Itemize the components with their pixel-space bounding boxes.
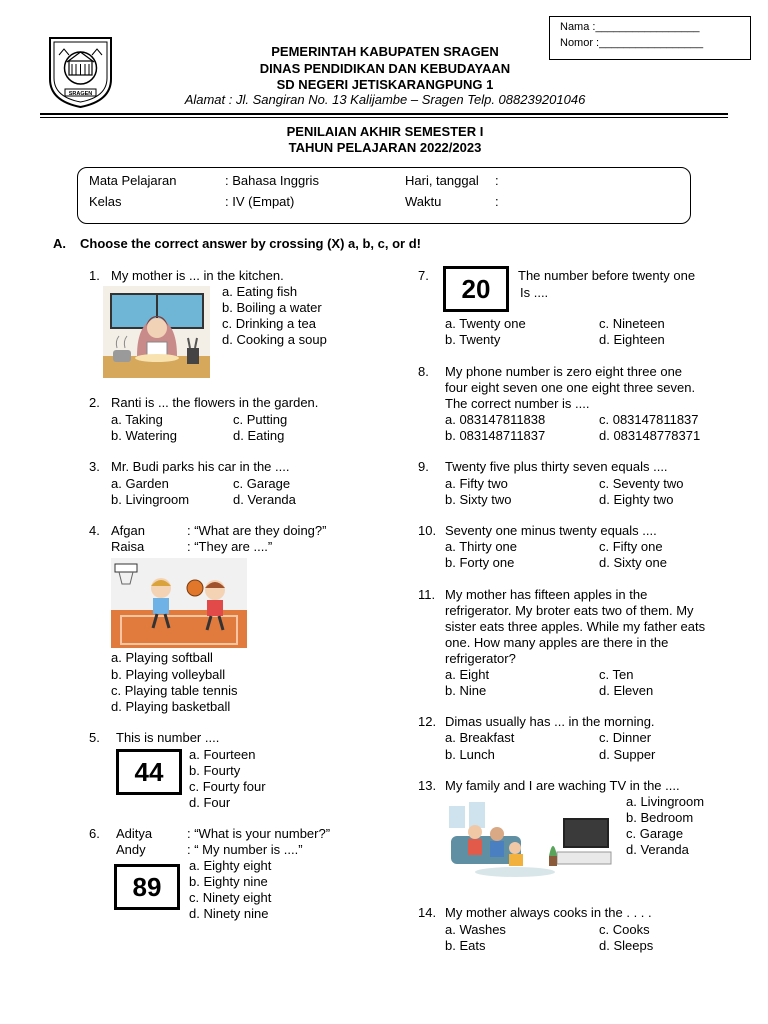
q8-text-line-2: four eight seven one one eight three seven. <box>445 380 696 395</box>
q3-option-b[interactable]: b. Livingroom <box>111 492 190 507</box>
q7-option-d[interactable]: d. Eighteen <box>599 332 665 347</box>
q6-option-d[interactable]: d. Ninety nine <box>189 906 269 921</box>
q11-number: 11. <box>418 587 436 602</box>
q7-number: 7. <box>418 268 429 283</box>
q12-number: 12. <box>418 714 437 729</box>
q1-option-d[interactable]: d. Cooking a soup <box>222 332 327 347</box>
q3-option-d[interactable]: d. Veranda <box>233 492 296 507</box>
q13-option-a[interactable]: a. Livingroom <box>626 794 705 809</box>
q5-option-b[interactable]: b. Fourty <box>189 763 241 778</box>
q4-option-a[interactable]: a. Playing softball <box>111 650 213 665</box>
q7-text-line-1: The number before twenty one <box>518 268 696 283</box>
q14-option-a[interactable]: a. Washes <box>445 922 506 937</box>
q14-option-c[interactable]: c. Cooks <box>599 922 650 937</box>
q12-option-a[interactable]: a. Breakfast <box>445 730 515 745</box>
header-line-3: SD NEGERI JETISKARANGPUNG 1 <box>276 77 494 92</box>
q14-number: 14. <box>418 905 437 920</box>
number-field[interactable]: Nomor :_________________ <box>560 37 704 49</box>
number-card-20: 20 <box>443 266 509 312</box>
q10-number: 10. <box>418 523 437 538</box>
q14-option-b[interactable]: b. Eats <box>445 938 486 953</box>
q3-text: Mr. Budi parks his car in the .... <box>111 459 290 474</box>
q9-option-a[interactable]: a. Fifty two <box>445 476 508 491</box>
q5-option-a[interactable]: a. Fourteen <box>189 747 256 762</box>
q14-option-d[interactable]: d. Sleeps <box>599 938 654 953</box>
family-watching-tv-illustration <box>445 796 613 878</box>
q12-option-c[interactable]: c. Dinner <box>599 730 652 745</box>
q13-option-d[interactable]: d. Veranda <box>626 842 689 857</box>
q11-text-line-1: My mother has fifteen apples in the <box>445 587 648 602</box>
academic-year: TAHUN PELAJARAN 2022/2023 <box>288 140 482 155</box>
q1-option-b[interactable]: b. Boiling a water <box>222 300 322 315</box>
q6-option-c[interactable]: c. Ninety eight <box>189 890 272 905</box>
q6-option-a[interactable]: a. Eighty eight <box>189 858 272 873</box>
subject-label: Mata Pelajaran <box>89 173 177 188</box>
header-divider-thin <box>40 117 728 118</box>
day-label: Hari, tanggal <box>405 173 479 188</box>
q10-option-a[interactable]: a. Thirty one <box>445 539 518 554</box>
q12-option-d[interactable]: d. Supper <box>599 747 656 762</box>
q3-option-a[interactable]: a. Garden <box>111 476 169 491</box>
q6-speaker-1: Aditya <box>116 826 153 841</box>
q13-text: My family and I are waching TV in the .... <box>445 778 680 793</box>
q7-option-c[interactable]: c. Nineteen <box>599 316 665 331</box>
day-value[interactable]: : <box>495 173 499 188</box>
q9-option-d[interactable]: d. Eighty two <box>599 492 674 507</box>
exam-title: PENILAIAN AKHIR SEMESTER I <box>286 124 484 139</box>
q8-option-a[interactable]: a. 083147811838 <box>445 412 546 427</box>
kids-basketball-illustration <box>111 558 247 648</box>
q5-text: This is number .... <box>116 730 220 745</box>
q2-option-d[interactable]: d. Eating <box>233 428 285 443</box>
q2-option-b[interactable]: b. Watering <box>111 428 177 443</box>
header-line-1: PEMERINTAH KABUPATEN SRAGEN <box>271 44 499 59</box>
q2-text: Ranti is ... the flowers in the garden. <box>111 395 319 410</box>
q8-option-d[interactable]: d. 083148778371 <box>599 428 701 443</box>
q5-number: 5. <box>89 730 100 745</box>
number-card-44: 44 <box>116 749 182 795</box>
header-divider <box>40 113 728 115</box>
q11-option-c[interactable]: c. Ten <box>599 667 634 682</box>
q2-option-c[interactable]: c. Putting <box>233 412 288 427</box>
time-label: Waktu <box>405 194 442 209</box>
q5-option-c[interactable]: c. Fourty four <box>189 779 266 794</box>
q12-text: Dimas usually has ... in the morning. <box>445 714 655 729</box>
q14-text: My mother always cooks in the . . . . <box>445 905 652 920</box>
q10-option-d[interactable]: d. Sixty one <box>599 555 667 570</box>
q2-number: 2. <box>89 395 100 410</box>
q7-text-line-2: Is .... <box>520 285 549 300</box>
name-field[interactable]: Nama :_________________ <box>560 21 700 33</box>
q6-number: 6. <box>89 826 100 841</box>
q4-speaker-1: Afgan <box>111 523 145 538</box>
q3-option-c[interactable]: c. Garage <box>233 476 291 491</box>
q9-number: 9. <box>418 459 429 474</box>
q8-number: 8. <box>418 364 429 379</box>
q7-option-a[interactable]: a. Twenty one <box>445 316 526 331</box>
class-label: Kelas <box>89 194 122 209</box>
q11-option-d[interactable]: d. Eleven <box>599 683 654 698</box>
q8-text-line-1: My phone number is zero eight three one <box>445 364 683 379</box>
q12-option-b[interactable]: b. Lunch <box>445 747 495 762</box>
q4-number: 4. <box>89 523 100 538</box>
time-value[interactable]: : <box>495 194 499 209</box>
section-letter: A. <box>53 236 66 251</box>
regency-logo <box>47 35 114 109</box>
q11-text-line-4: one. How many apples are there in the <box>445 635 669 650</box>
q6-line-2: : “ My number is ....” <box>187 842 303 857</box>
number-card-89: 89 <box>114 864 180 910</box>
section-instruction: Choose the correct answer by crossing (X) a, b, c, or d! <box>80 236 421 251</box>
q4-option-c[interactable]: c. Playing table tennis <box>111 683 238 698</box>
q9-option-c[interactable]: c. Seventy two <box>599 476 684 491</box>
mother-cooking-illustration <box>103 286 210 378</box>
q13-option-c[interactable]: c. Garage <box>626 826 684 841</box>
q11-option-a[interactable]: a. Eight <box>445 667 490 682</box>
q9-option-b[interactable]: b. Sixty two <box>445 492 512 507</box>
class-value: : IV (Empat) <box>225 194 295 209</box>
q4-line-2: : “They are ....” <box>187 539 273 554</box>
q11-text-line-3: sister eats three apples. While my father eats <box>445 619 706 634</box>
header-line-2: DINAS PENDIDIKAN DAN KEBUDAYAAN <box>259 61 511 76</box>
q1-option-c[interactable]: c. Drinking a tea <box>222 316 316 331</box>
q4-option-d[interactable]: d. Playing basketball <box>111 699 231 714</box>
q4-option-b[interactable]: b. Playing volleyball <box>111 667 226 682</box>
q1-option-a[interactable]: a. Eating fish <box>222 284 298 299</box>
q4-line-1: : “What are they doing?” <box>187 523 327 538</box>
q8-text-line-3: The correct number is .... <box>445 396 590 411</box>
q1-number: 1. <box>89 268 100 283</box>
q6-line-1: : “What is your number?” <box>187 826 331 841</box>
q11-text-line-5: refrigerator? <box>445 651 516 666</box>
q11-text-line-2: refrigerator. My broter eats two of them. My <box>445 603 694 618</box>
q10-option-c[interactable]: c. Fifty one <box>599 539 663 554</box>
subject-value: : Bahasa Inggris <box>225 173 319 188</box>
q8-option-b[interactable]: b. 083148711837 <box>445 428 546 443</box>
q5-option-d[interactable]: d. Four <box>189 795 231 810</box>
logo-text: SRAGEN <box>68 91 93 97</box>
q6-speaker-2: Andy <box>116 842 146 857</box>
q4-speaker-2: Raisa <box>111 539 145 554</box>
q9-text: Twenty five plus thirty seven equals .... <box>445 459 668 474</box>
q10-option-b[interactable]: b. Forty one <box>445 555 515 570</box>
school-address: Alamat : Jl. Sangiran No. 13 Kalijambe – Sragen Telp. 088239201046 <box>184 92 586 107</box>
q6-option-b[interactable]: b. Eighty nine <box>189 874 268 889</box>
q13-option-b[interactable]: b. Bedroom <box>626 810 694 825</box>
q1-text: My mother is ... in the kitchen. <box>111 268 284 283</box>
q11-option-b[interactable]: b. Nine <box>445 683 487 698</box>
q7-option-b[interactable]: b. Twenty <box>445 332 501 347</box>
q10-text: Seventy one minus twenty equals .... <box>445 523 657 538</box>
q8-option-c[interactable]: c. 083147811837 <box>599 412 699 427</box>
q2-option-a[interactable]: a. Taking <box>111 412 163 427</box>
q3-number: 3. <box>89 459 100 474</box>
q13-number: 13. <box>418 778 437 793</box>
